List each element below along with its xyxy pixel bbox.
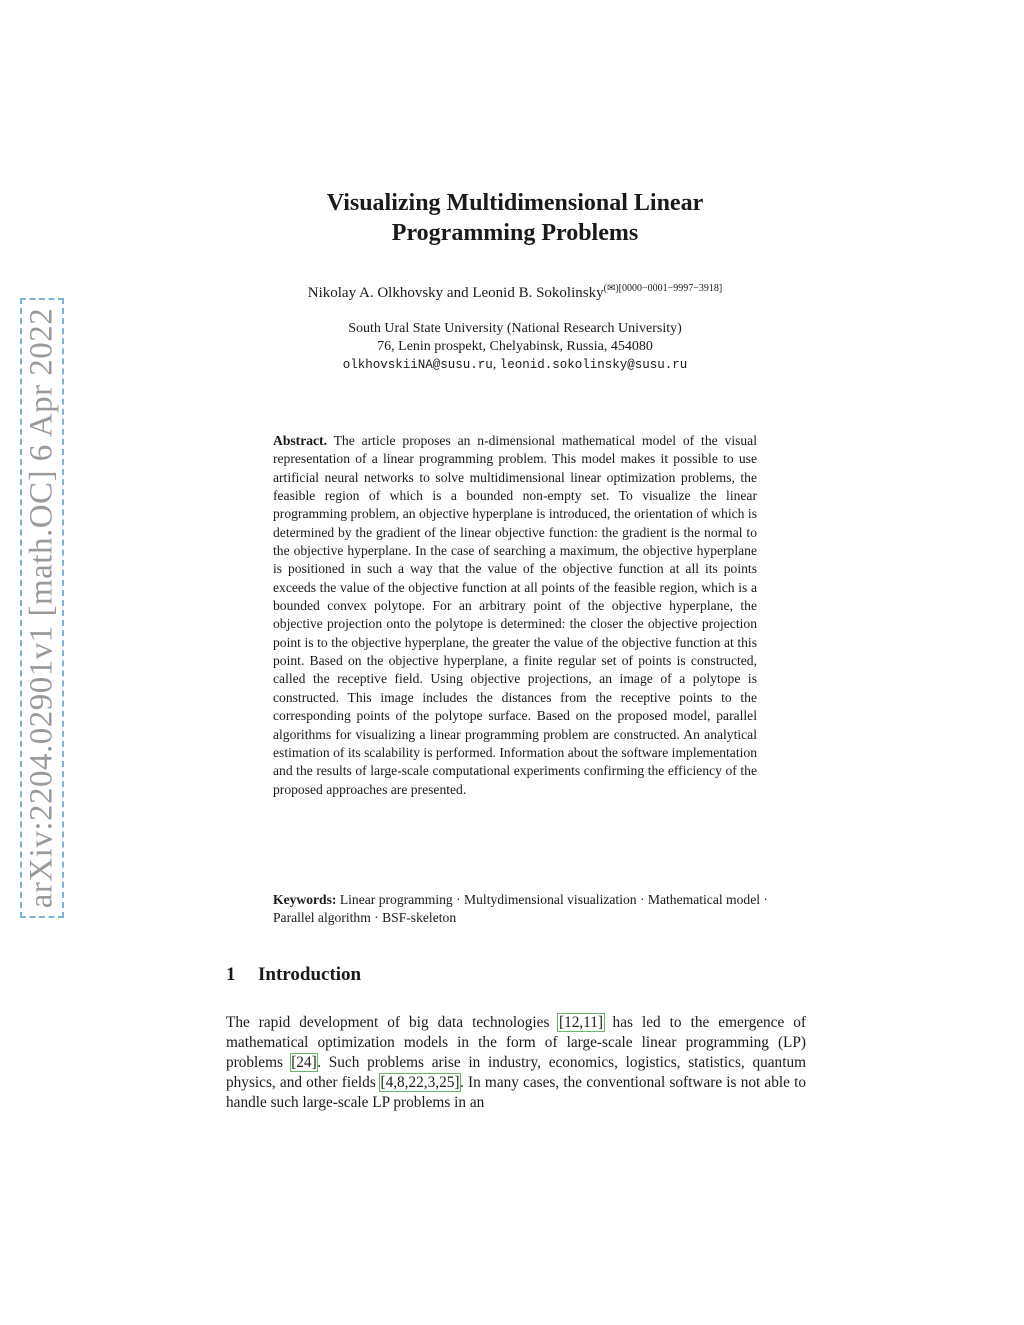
keywords-text: Linear programming · Multydimensional visualization · Mathematical model · Parallel algorithm · BSF-skeleton xyxy=(273,892,768,926)
intro-text-4: . In many cases, the conventional software is not able to handle such large-scale LP problems in an xyxy=(226,1074,806,1112)
email-link-2[interactable]: leonid.sokolinsky@susu.ru xyxy=(499,358,688,372)
title-line-1: Visualizing Multidimensional Linear xyxy=(326,190,704,216)
affiliation xyxy=(230,320,800,374)
author-orcid: (✉)[0000−0001−9997−3918] xyxy=(603,283,723,294)
introduction-paragraph xyxy=(226,1013,806,1113)
section-title: Introduction xyxy=(258,964,362,985)
citation-link[interactable]: [12,11] xyxy=(558,1014,604,1031)
email-separator: , xyxy=(492,357,497,372)
emails xyxy=(230,356,800,374)
paper-title xyxy=(230,188,800,248)
abstract-text: The article proposes an n-dimensional mathematical model of the visual representation of a linear programming problem. This model makes it possible to use artificial neural networks to solve multidimensional linear optimization problems, the feasible region of which is a bounded non-empty set. To visualize the linear programming problem, an objective hyperplane is introduced, the orientation of which is determined by the gradient of the linear objective function: the gradient is the normal to the objective hyperplane. In the case of searching a maximum, the objective hyperplane is positioned in such a way that the value of the objective function at all its points exceeds the value of the objective function at all points of the feasible region, which is a bounded convex polytope. For an arbitrary point of the objective hyperplane, the objective projection onto the polytope is determined: the closer the objective projection point is to the objective hyperplane, the greater the value of the objective function at this point. Based on the objective hyperplane, a finite regular set of points is constructed, called the receptive field. Using objective projections, an image of a polytope is constructed. This image includes the distances from the receptive points to the corresponding points of the polytope surface. Based on the proposed model, parallel algorithms for visualizing a linear programming problem are constructed. An analytical estimation of its scalability is performed. Information about the software implementation and the results of large-scale computational experiments confirming the efficiency of the proposed approaches are presented. xyxy=(273,433,757,797)
affiliation-line-1: South Ural State University (National Research University) xyxy=(348,321,682,336)
abstract-label: Abstract. xyxy=(273,433,327,448)
section-heading xyxy=(226,964,361,986)
arxiv-identifier-stamp xyxy=(20,298,64,918)
authors xyxy=(230,283,800,302)
author-names: Nikolay A. Olkhovsky and Leonid B. Sokolinsky xyxy=(307,285,604,301)
title-line-2: Programming Problems xyxy=(391,220,639,246)
citation-link[interactable]: [4,8,22,3,25] xyxy=(380,1074,460,1092)
keywords xyxy=(273,891,773,928)
abstract xyxy=(273,432,757,799)
intro-text-3: . Such problems arise in industry, economics, logistics, statistics, quantum physics, and other fields xyxy=(226,1054,806,1092)
affiliation-line-2: 76, Lenin prospekt, Chelyabinsk, Russia, 454080 xyxy=(377,339,653,354)
email-link-1[interactable]: olkhovskiiNA@susu.ru xyxy=(342,358,493,372)
citation-link[interactable]: [24] xyxy=(291,1054,317,1072)
intro-text-2: has led to the emergence of mathematical optimization models in the form of large-scale linear programming (LP) problems xyxy=(226,1014,807,1072)
arxiv-identifier: arXiv:2204.02901v1 [math.OC] 6 Apr 2022 xyxy=(23,307,60,909)
section-number: 1 xyxy=(226,964,236,985)
keywords-label: Keywords: xyxy=(273,892,337,907)
intro-text-1: The rapid development of big data technologies xyxy=(226,1014,550,1031)
